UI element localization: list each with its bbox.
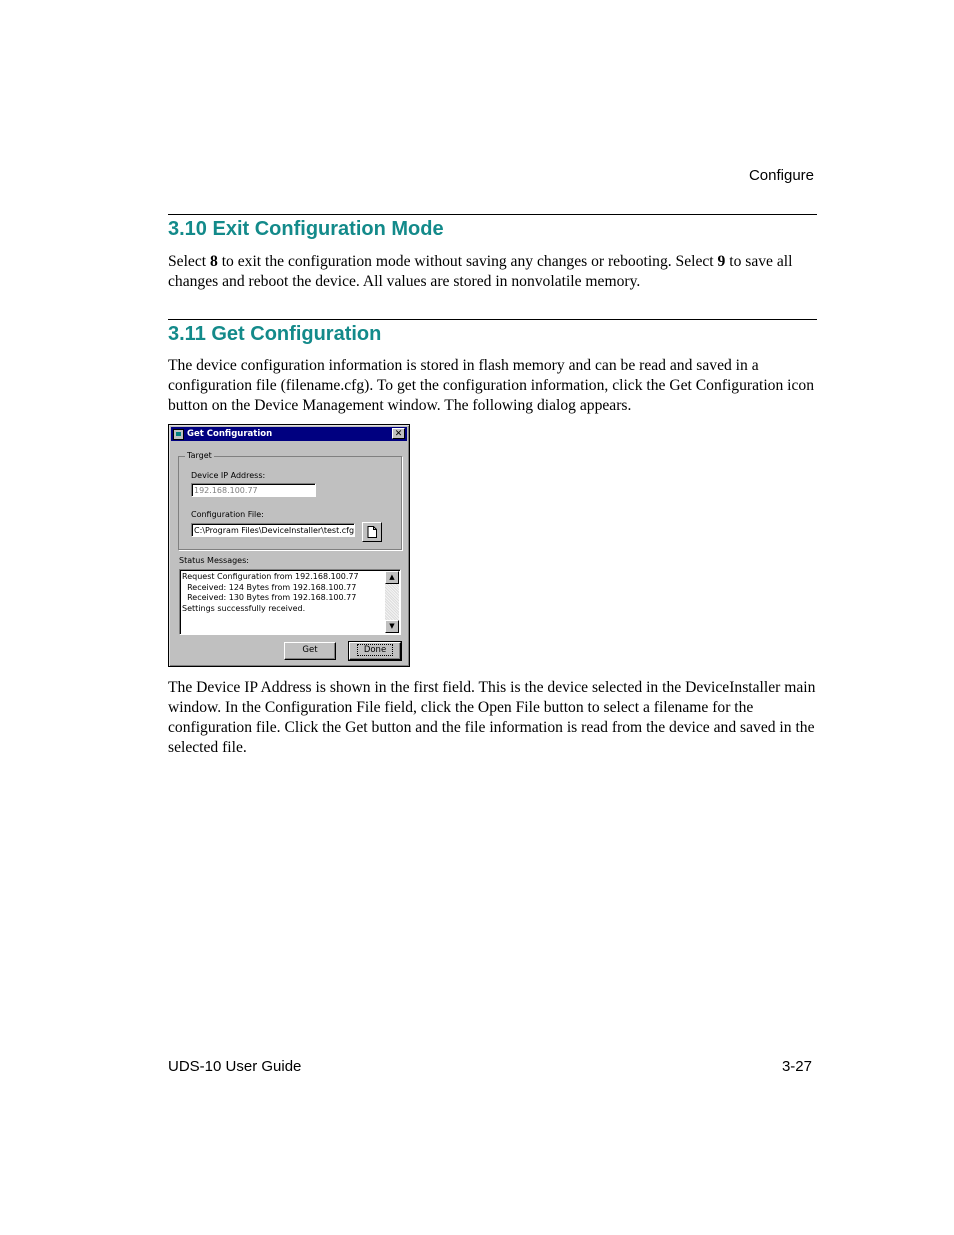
running-head: Configure xyxy=(748,167,814,184)
configuration-file-field[interactable]: C:\Program Files\DeviceInstaller\test.cfg xyxy=(191,523,355,537)
status-messages-box[interactable] xyxy=(179,569,401,635)
ip-address-field[interactable]: 192.168.100.77 xyxy=(191,483,316,497)
app-icon xyxy=(173,429,184,440)
done-button-label: Done xyxy=(357,644,393,656)
status-message: Request Configuration from 192.168.100.77 xyxy=(182,572,359,581)
section-heading-3-11: 3.11 Get Configuration xyxy=(168,323,382,345)
paragraph-get-configuration: The device configuration information is stored in flash memory and can be read and saved in a configuration file (filename.cfg). To get the configuration information, click the Get Configuration icon button on the Device Management window. The following dialog appears. xyxy=(168,357,814,414)
status-message: Received: 130 Bytes from 192.168.100.77 xyxy=(182,593,357,603)
target-group-label: Target xyxy=(187,451,212,460)
vertical-scrollbar[interactable] xyxy=(385,571,399,633)
done-button[interactable] xyxy=(349,642,401,660)
configuration-file-label: Configuration File: xyxy=(191,510,264,519)
open-file-button[interactable] xyxy=(362,522,382,542)
get-configuration-dialog xyxy=(168,424,410,667)
get-button[interactable]: Get xyxy=(284,642,336,660)
ip-address-label: Device IP Address: xyxy=(191,471,266,480)
status-message: Received: 124 Bytes from 192.168.100.77 xyxy=(182,582,357,592)
status-messages-label: Status Messages: xyxy=(179,556,249,565)
footer-title: UDS-10 User Guide xyxy=(168,1058,302,1075)
open-file-icon xyxy=(367,526,377,538)
close-icon[interactable]: ✕ xyxy=(392,428,405,439)
dialog-title: Get Configuration xyxy=(187,429,273,439)
page-number: 3-27 xyxy=(781,1058,812,1075)
section-heading-3-10: 3.10 Exit Configuration Mode xyxy=(168,218,444,240)
paragraph-dialog-explanation: The Device IP Address is shown in the first field. This is the device selected in the DeviceInstaller main window. In the Configuration File field, click the Open File button to select a filename for the configuration file. Click the Get button and the file information is read from the device and saved in the selected file. xyxy=(168,679,816,756)
section-rule xyxy=(168,319,817,320)
dialog-titlebar xyxy=(171,427,407,441)
section-rule xyxy=(168,214,817,215)
status-messages-list xyxy=(182,572,384,614)
paragraph-exit-configuration: Select 8 to exit the configuration mode without saving any changes or rebooting. Select 9 to save all changes and reboot the device. All values are stored in nonvolatile memory. xyxy=(168,253,793,290)
scroll-down-icon[interactable]: ▼ xyxy=(385,620,399,633)
status-message: Settings successfully received. xyxy=(182,603,306,613)
scroll-up-icon[interactable]: ▲ xyxy=(385,571,399,584)
